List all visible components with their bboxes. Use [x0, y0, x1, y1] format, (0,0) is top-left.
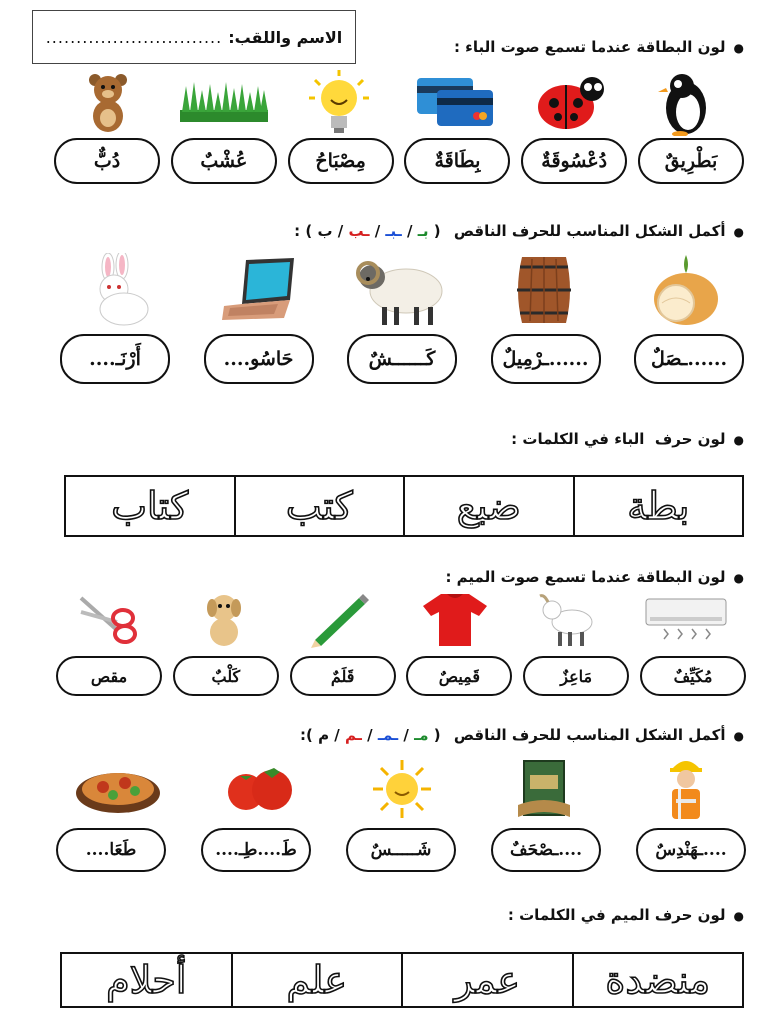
word-card[interactable]: دُعْسُوقَةٌ [521, 138, 627, 184]
section-1-word-cards [54, 138, 744, 184]
word-card[interactable]: بِطَاقَةٌ [404, 138, 510, 184]
bullet-icon: ● [733, 433, 744, 447]
credit-cards-icon [399, 66, 511, 138]
section-6-word-table [60, 952, 744, 1008]
outline-word[interactable]: كتب [235, 476, 405, 536]
letter-forms: ( بـ / ـبـ / ـب / ب ) : [294, 222, 441, 240]
engineer-icon [630, 754, 742, 824]
bullet-icon: ● [733, 729, 744, 743]
food-plate-icon [62, 754, 174, 824]
word-card[interactable]: عُشْبٌ [171, 138, 277, 184]
section-2-instruction: ●أكمل الشكل المناسب للحرف الناقص ( بـ / ـبـ / ـب / ب ) : [294, 222, 744, 240]
section-3-instruction: ●لون حرف الباء في الكلمات : [511, 430, 744, 448]
word-card[interactable]: قَلَمٌ [290, 656, 396, 696]
laptop-icon [204, 250, 316, 330]
bullet-icon: ● [733, 225, 744, 239]
book-icon [488, 754, 600, 824]
word-card[interactable]: ......ـرْمِيلٌ [491, 334, 601, 384]
scissors-icon [52, 592, 164, 648]
word-card[interactable]: ....ـصْحَفٌ [491, 828, 601, 872]
word-card[interactable]: مَاعِزٌ [523, 656, 629, 696]
air-conditioner-icon [630, 592, 742, 648]
outline-word[interactable]: منضدة [573, 953, 744, 1007]
outline-word[interactable]: عمر [402, 953, 573, 1007]
bear-icon [52, 66, 164, 138]
bullet-icon: ● [733, 41, 744, 55]
section-2-pictures [62, 250, 742, 330]
word-card[interactable]: مقص [56, 656, 162, 696]
section-5-word-cards [56, 828, 746, 872]
outline-word[interactable]: ضبع [404, 476, 574, 536]
outline-word[interactable]: بطة [574, 476, 744, 536]
word-card[interactable]: شَـــــسٌ [346, 828, 456, 872]
section-4-instruction: ●لون البطاقة عندما تسمع صوت الميم : [445, 568, 744, 586]
name-label: الاسم واللقب: [228, 27, 343, 47]
goat-icon [514, 592, 626, 648]
sun-icon [346, 754, 458, 824]
bullet-icon: ● [733, 909, 744, 923]
penguin-icon [630, 66, 742, 138]
word-card[interactable]: مِصْبَاحُ [288, 138, 394, 184]
section-3-word-table [64, 475, 744, 537]
word-card[interactable]: طَ....طِـ.... [201, 828, 311, 872]
word-card[interactable]: أَرْنَـ.... [60, 334, 170, 384]
word-card[interactable]: دُبٌّ [54, 138, 160, 184]
word-card[interactable]: بَطْرِيقٌ [638, 138, 744, 184]
barrel-icon [488, 250, 600, 330]
word-card[interactable]: كَلْبٌ [173, 656, 279, 696]
outline-word[interactable]: علم [232, 953, 403, 1007]
bullet-icon: ● [733, 571, 744, 585]
word-card[interactable]: ....ـهَنْدِسٌ [636, 828, 746, 872]
grass-icon [168, 66, 280, 138]
outline-word[interactable]: كتاب [65, 476, 235, 536]
shirt-icon [399, 592, 511, 648]
word-card[interactable]: حَاسُو.... [204, 334, 314, 384]
letter-forms: ( مـ / ـمـ / ـم / م ): [299, 726, 441, 744]
word-card[interactable]: طَعَا.... [56, 828, 166, 872]
rabbit-icon [62, 250, 174, 330]
name-box[interactable] [32, 10, 356, 64]
section-5-instruction: ●أكمل الشكل المناسب للحرف الناقص ( مـ / ـمـ / ـم / م ): [299, 726, 744, 744]
word-card[interactable]: قَمِيصٌ [406, 656, 512, 696]
section-1-instruction: ●لون البطاقة عندما تسمع صوت الباء : [453, 38, 744, 56]
section-4-word-cards [56, 656, 746, 696]
word-card[interactable]: كَــــــشٌ [347, 334, 457, 384]
sheep-icon [346, 250, 458, 330]
light-bulb-icon [283, 66, 395, 138]
outline-word[interactable]: أحلام [61, 953, 232, 1007]
section-1-pictures [52, 66, 742, 138]
ladybug-icon [514, 66, 626, 138]
onion-icon [630, 250, 742, 330]
tomatoes-icon [204, 754, 316, 824]
name-dots: ............................. [45, 27, 223, 47]
section-4-pictures [52, 592, 742, 648]
dog-icon [168, 592, 280, 648]
word-card[interactable]: مُكَيِّفٌ [640, 656, 746, 696]
word-card[interactable]: ......ـصَلٌ [634, 334, 744, 384]
pencil-icon [283, 592, 395, 648]
section-6-instruction: ●لون حرف الميم في الكلمات : [507, 906, 744, 924]
section-5-pictures [62, 754, 742, 824]
section-2-word-cards [60, 334, 744, 384]
